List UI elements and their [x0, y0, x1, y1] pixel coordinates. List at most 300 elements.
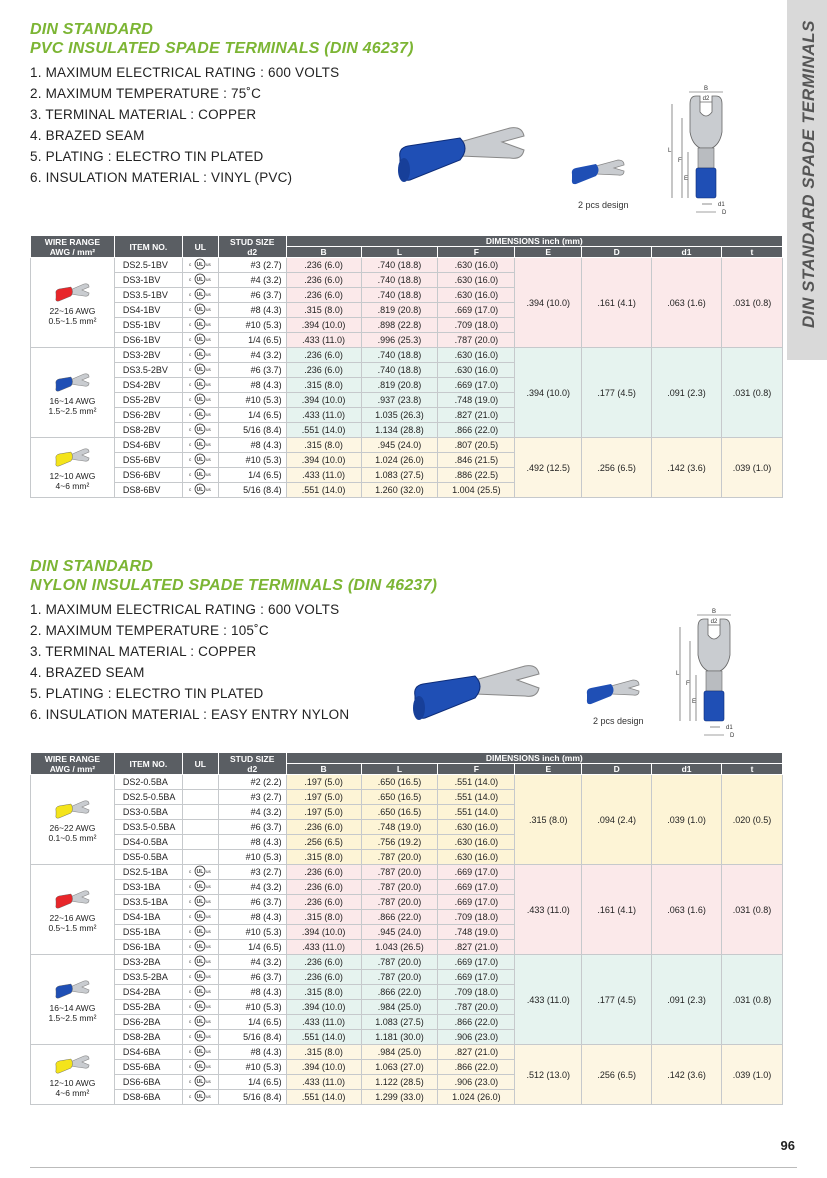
dim-L: .996 (25.3) [361, 333, 438, 348]
mm-label: 1.5~2.5 mm² [48, 405, 97, 416]
dim-B: .236 (6.0) [286, 820, 361, 835]
dim-B: .236 (6.0) [286, 880, 361, 895]
dim-F: 1.024 (26.0) [438, 1090, 515, 1105]
nylon-caption: 2 pcs design [593, 716, 644, 726]
ul-listed-icon [188, 367, 212, 377]
col-header-dimensions: DIMENSIONS inch (mm) [286, 753, 782, 764]
item-number: DS2-0.5BA [114, 775, 182, 790]
svg-text:us: us [206, 869, 212, 874]
item-number: DS8-2BA [114, 1030, 182, 1045]
wire-range-cell [31, 865, 115, 955]
dim-B: .394 (10.0) [286, 393, 361, 408]
svg-text:c: c [189, 1034, 192, 1039]
dim-t: .039 (1.0) [722, 1045, 783, 1105]
svg-text:c: c [189, 307, 192, 312]
svg-text:UL: UL [196, 1064, 204, 1070]
svg-text:UL: UL [196, 352, 204, 358]
dim-label-D: D [730, 733, 735, 739]
dim-F: .551 (14.0) [438, 790, 515, 805]
dim-t: .031 (0.8) [722, 865, 783, 955]
table-row [31, 955, 783, 970]
col-header-d1: d1 [652, 764, 722, 775]
svg-text:us: us [206, 959, 212, 964]
pvc-dimension-diagram [660, 82, 750, 217]
svg-text:c: c [189, 1094, 192, 1099]
svg-text:c: c [189, 884, 192, 889]
item-number: DS6-1BA [114, 940, 182, 955]
wire-range-cell [31, 1045, 115, 1105]
dim-B: .236 (6.0) [286, 348, 361, 363]
ul-cell [182, 483, 218, 498]
dim-E: .394 (10.0) [515, 258, 582, 348]
svg-text:UL: UL [196, 277, 204, 283]
col-header-ul: UL [182, 753, 218, 775]
item-number: DS2.5-1BV [114, 258, 182, 273]
dim-E: .394 (10.0) [515, 348, 582, 438]
stud-size: #4 (3.2) [218, 955, 286, 970]
dim-F: .669 (17.0) [438, 970, 515, 985]
dim-B: .236 (6.0) [286, 288, 361, 303]
dim-L: .740 (18.8) [361, 348, 438, 363]
svg-text:c: c [189, 989, 192, 994]
dim-B: .394 (10.0) [286, 1060, 361, 1075]
stud-size: #10 (5.3) [218, 925, 286, 940]
dim-B: .197 (5.0) [286, 805, 361, 820]
ul-cell [182, 1000, 218, 1015]
svg-text:us: us [206, 277, 212, 282]
dim-B: .256 (6.5) [286, 835, 361, 850]
svg-text:us: us [206, 884, 212, 889]
dim-t: .031 (0.8) [721, 348, 782, 438]
dim-B: .236 (6.0) [286, 363, 361, 378]
svg-text:us: us [206, 1034, 212, 1039]
dim-t: .031 (0.8) [722, 955, 783, 1045]
svg-text:c: c [189, 1064, 192, 1069]
ul-listed-icon [188, 974, 212, 984]
dim-F: .669 (17.0) [438, 303, 515, 318]
dim-F: 1.004 (25.5) [438, 483, 515, 498]
dim-label-d2: d2 [710, 619, 718, 625]
col-header-ul: UL [182, 236, 218, 258]
ul-cell [182, 378, 218, 393]
ul-listed-icon [188, 322, 212, 332]
svg-text:us: us [206, 292, 212, 297]
svg-text:UL: UL [196, 1034, 204, 1040]
dim-B: .433 (11.0) [286, 940, 361, 955]
svg-text:us: us [206, 1049, 212, 1054]
item-number: DS5-1BA [114, 925, 182, 940]
mm-label: 4~6 mm² [55, 480, 90, 491]
terminal-color-icon [54, 296, 90, 306]
ul-cell [182, 985, 218, 1000]
svg-text:UL: UL [196, 914, 204, 920]
stud-size: #8 (4.3) [218, 303, 286, 318]
col-header-F: F [438, 764, 515, 775]
dim-d1: .091 (2.3) [652, 955, 722, 1045]
ul-cell [182, 363, 218, 378]
svg-text:c: c [189, 929, 192, 934]
pvc-spec-item: 3. TERMINAL MATERIAL : COPPER [30, 107, 257, 122]
pvc-spec-item: 6. INSULATION MATERIAL : VINYL (PVC) [30, 170, 293, 185]
terminal-color-icon [54, 903, 90, 913]
nylon-spec-item: 5. PLATING : ELECTRO TIN PLATED [30, 686, 264, 701]
nylon-spec-table [30, 752, 783, 1105]
awg-label: 26~22 AWG [49, 822, 96, 833]
col-header-L: L [361, 764, 438, 775]
dim-B: .394 (10.0) [286, 925, 361, 940]
item-number: DS8-2BV [114, 423, 182, 438]
svg-text:c: c [189, 899, 192, 904]
item-number: DS4-2BA [114, 985, 182, 1000]
item-number: DS2.5-1BA [114, 865, 182, 880]
svg-text:us: us [206, 412, 212, 417]
item-number: DS3-0.5BA [114, 805, 182, 820]
ul-cell [182, 970, 218, 985]
svg-text:us: us [206, 989, 212, 994]
svg-text:UL: UL [196, 412, 204, 418]
dim-B: .315 (8.0) [286, 850, 361, 865]
ul-listed-icon [188, 262, 212, 272]
ul-listed-icon [188, 382, 212, 392]
ul-cell [182, 258, 218, 273]
wire-range-cell [31, 348, 115, 438]
stud-size: 1/4 (6.5) [218, 1075, 286, 1090]
sidebar-label: DIN STANDARD SPADE TERMINALS [799, 20, 818, 329]
ul-listed-icon [188, 307, 212, 317]
dim-label-B: B [703, 86, 709, 92]
stud-size: 1/4 (6.5) [218, 408, 286, 423]
ul-cell [182, 393, 218, 408]
dim-L: 1.043 (26.5) [361, 940, 438, 955]
svg-text:UL: UL [196, 472, 204, 478]
nylon-section-header [30, 557, 437, 725]
ul-cell [182, 348, 218, 363]
ul-listed-icon [188, 337, 212, 347]
dim-L: .898 (22.8) [361, 318, 438, 333]
wire-range-cell [31, 258, 115, 348]
dim-L: .787 (20.0) [361, 880, 438, 895]
ul-listed-icon [188, 914, 212, 924]
svg-text:us: us [206, 337, 212, 342]
item-number: DS5-2BV [114, 393, 182, 408]
svg-text:UL: UL [196, 382, 204, 388]
svg-text:c: c [189, 337, 192, 342]
dim-B: .394 (10.0) [286, 318, 361, 333]
item-number: DS4-2BV [114, 378, 182, 393]
ul-listed-icon [188, 884, 212, 894]
stud-size: #10 (5.3) [218, 1060, 286, 1075]
dim-L: .866 (22.0) [361, 985, 438, 1000]
dim-B: .394 (10.0) [286, 453, 361, 468]
nylon-spec-list [30, 599, 437, 725]
dim-F: .551 (14.0) [438, 775, 515, 790]
svg-text:UL: UL [196, 869, 204, 875]
dim-label-E: E [684, 176, 689, 182]
ul-listed-icon [188, 869, 212, 879]
svg-text:us: us [206, 397, 212, 402]
stud-size: #4 (3.2) [218, 348, 286, 363]
dim-B: .433 (11.0) [286, 468, 361, 483]
svg-text:UL: UL [196, 929, 204, 935]
svg-text:us: us [206, 1079, 212, 1084]
stud-size: 1/4 (6.5) [218, 468, 286, 483]
ul-listed-icon [188, 442, 212, 452]
svg-text:us: us [206, 307, 212, 312]
ul-cell [182, 423, 218, 438]
dim-label-B: B [711, 609, 717, 615]
nylon-title-1: DIN STANDARD [30, 558, 153, 575]
svg-text:UL: UL [196, 367, 204, 373]
svg-text:UL: UL [196, 1004, 204, 1010]
ul-cell [182, 288, 218, 303]
pvc-title-2: PVC INSULATED SPADE TERMINALS (DIN 46237) [30, 40, 414, 57]
dim-D: .256 (6.5) [582, 1045, 652, 1105]
col-header-stud-size: STUD SIZE d2 [218, 236, 286, 258]
dim-L: .740 (18.8) [361, 288, 438, 303]
svg-text:UL: UL [196, 442, 204, 448]
svg-text:UL: UL [196, 989, 204, 995]
col-header-B: B [286, 764, 361, 775]
dim-d1: .039 (1.0) [652, 775, 722, 865]
svg-text:UL: UL [196, 337, 204, 343]
svg-text:us: us [206, 472, 212, 477]
svg-text:us: us [206, 1094, 212, 1099]
stud-size: #2 (2.2) [218, 775, 286, 790]
ul-listed-icon [188, 959, 212, 969]
dim-L: .787 (20.0) [361, 970, 438, 985]
col-header-t: t [722, 764, 783, 775]
ul-listed-icon [188, 1049, 212, 1059]
stud-size: #8 (4.3) [218, 438, 286, 453]
wire-range-cell [31, 775, 115, 865]
stud-size: #10 (5.3) [218, 393, 286, 408]
stud-size: #8 (4.3) [218, 910, 286, 925]
dim-L: .787 (20.0) [361, 955, 438, 970]
stud-size: #3 (2.7) [218, 790, 286, 805]
dim-L: .787 (20.0) [361, 895, 438, 910]
dim-F: .669 (17.0) [438, 880, 515, 895]
dim-F: .866 (22.0) [438, 1015, 515, 1030]
nylon-spec-item: 6. INSULATION MATERIAL : EASY ENTRY NYLON [30, 707, 350, 722]
svg-text:us: us [206, 914, 212, 919]
svg-text:UL: UL [196, 292, 204, 298]
pvc-spec-item: 4. BRAZED SEAM [30, 128, 145, 143]
pvc-spec-list [30, 62, 414, 188]
item-number: DS6-2BV [114, 408, 182, 423]
dim-B: .236 (6.0) [286, 970, 361, 985]
dim-L: .984 (25.0) [361, 1045, 438, 1060]
col-header-dimensions: DIMENSIONS inch (mm) [286, 236, 782, 247]
col-header-d1: d1 [652, 247, 722, 258]
ul-cell [182, 805, 218, 820]
pvc-terminal-small-image [568, 152, 628, 192]
dim-E: .492 (12.5) [515, 438, 582, 498]
ul-cell [182, 925, 218, 940]
ul-listed-icon [188, 277, 212, 287]
item-number: DS5-2BA [114, 1000, 182, 1015]
dim-B: .315 (8.0) [286, 910, 361, 925]
svg-text:c: c [189, 1079, 192, 1084]
svg-text:c: c [189, 959, 192, 964]
svg-text:UL: UL [196, 1019, 204, 1025]
dim-B: .315 (8.0) [286, 378, 361, 393]
table-row [31, 438, 783, 453]
ul-listed-icon [188, 487, 212, 497]
dim-B: .315 (8.0) [286, 303, 361, 318]
ul-cell [182, 940, 218, 955]
dim-L: 1.035 (26.3) [361, 408, 438, 423]
svg-text:c: c [189, 262, 192, 267]
dim-F: .669 (17.0) [438, 865, 515, 880]
stud-size: 1/4 (6.5) [218, 333, 286, 348]
ul-cell [182, 408, 218, 423]
stud-size: #8 (4.3) [218, 835, 286, 850]
dim-E: .433 (11.0) [515, 955, 582, 1045]
mm-label: 1.5~2.5 mm² [48, 1012, 97, 1023]
ul-listed-icon [188, 929, 212, 939]
col-header-item-no: ITEM NO. [114, 753, 182, 775]
svg-text:c: c [189, 914, 192, 919]
svg-text:c: c [189, 397, 192, 402]
dim-B: .433 (11.0) [286, 1075, 361, 1090]
dim-L: .740 (18.8) [361, 363, 438, 378]
dim-L: 1.134 (28.8) [361, 423, 438, 438]
dim-F: .866 (22.0) [438, 423, 515, 438]
col-header-E: E [515, 247, 582, 258]
svg-text:UL: UL [196, 262, 204, 268]
dim-F: .827 (21.0) [438, 1045, 515, 1060]
dim-L: .756 (19.2) [361, 835, 438, 850]
dim-L: .787 (20.0) [361, 850, 438, 865]
dim-L: 1.063 (27.0) [361, 1060, 438, 1075]
stud-size: 5/16 (8.4) [218, 483, 286, 498]
col-header-t: t [721, 247, 782, 258]
ul-cell [182, 895, 218, 910]
nylon-spec-item: 2. MAXIMUM TEMPERATURE : 105˚C [30, 623, 269, 638]
dim-label-D: D [722, 210, 727, 216]
stud-size: #4 (3.2) [218, 880, 286, 895]
terminal-color-icon [54, 386, 90, 396]
ul-cell [182, 303, 218, 318]
svg-text:c: c [189, 277, 192, 282]
col-header-D: D [582, 247, 652, 258]
svg-text:UL: UL [196, 884, 204, 890]
dim-B: .236 (6.0) [286, 258, 361, 273]
dim-L: .937 (23.8) [361, 393, 438, 408]
col-header-B: B [286, 247, 361, 258]
svg-text:UL: UL [196, 1094, 204, 1100]
dim-L: .866 (22.0) [361, 910, 438, 925]
col-header-stud-size: STUD SIZE d2 [218, 753, 286, 775]
svg-text:us: us [206, 1019, 212, 1024]
nylon-spec-item: 4. BRAZED SEAM [30, 665, 145, 680]
ul-listed-icon [188, 1064, 212, 1074]
svg-text:us: us [206, 322, 212, 327]
svg-text:us: us [206, 442, 212, 447]
nylon-spec-item: 3. TERMINAL MATERIAL : COPPER [30, 644, 257, 659]
ul-listed-icon [188, 292, 212, 302]
ul-cell [182, 865, 218, 880]
dim-L: 1.299 (33.0) [361, 1090, 438, 1105]
dim-B: .197 (5.0) [286, 790, 361, 805]
dim-B: .551 (14.0) [286, 483, 361, 498]
ul-listed-icon [188, 472, 212, 482]
svg-text:c: c [189, 869, 192, 874]
stud-size: #8 (4.3) [218, 378, 286, 393]
dim-B: .236 (6.0) [286, 865, 361, 880]
item-number: DS4-1BV [114, 303, 182, 318]
ul-listed-icon [188, 944, 212, 954]
dim-t: .031 (0.8) [721, 258, 782, 348]
stud-size: #8 (4.3) [218, 985, 286, 1000]
dim-L: 1.024 (26.0) [361, 453, 438, 468]
item-number: DS3.5-2BV [114, 363, 182, 378]
sidebar-band [787, 0, 827, 360]
ul-cell [182, 775, 218, 790]
dim-B: .197 (5.0) [286, 775, 361, 790]
ul-cell [182, 1015, 218, 1030]
nylon-title-2: NYLON INSULATED SPADE TERMINALS (DIN 46237) [30, 577, 438, 594]
footer-rule [30, 1167, 797, 1168]
dim-L: .787 (20.0) [361, 865, 438, 880]
ul-cell [182, 880, 218, 895]
dim-D: .094 (2.4) [582, 775, 652, 865]
dim-F: .669 (17.0) [438, 895, 515, 910]
svg-text:us: us [206, 382, 212, 387]
item-number: DS4-1BA [114, 910, 182, 925]
dim-L: .984 (25.0) [361, 1000, 438, 1015]
stud-size: #6 (3.7) [218, 895, 286, 910]
pvc-section-header [30, 20, 414, 188]
dim-B: .315 (8.0) [286, 985, 361, 1000]
svg-text:c: c [189, 382, 192, 387]
dim-L: .650 (16.5) [361, 805, 438, 820]
dim-F: .630 (16.0) [438, 258, 515, 273]
ul-cell [182, 955, 218, 970]
svg-text:UL: UL [196, 959, 204, 965]
item-number: DS4-6BV [114, 438, 182, 453]
dim-label-L: L [668, 148, 672, 154]
svg-text:c: c [189, 974, 192, 979]
wire-range-cell [31, 438, 115, 498]
stud-size: #3 (2.7) [218, 865, 286, 880]
dim-F: .748 (19.0) [438, 393, 515, 408]
dim-F: .669 (17.0) [438, 955, 515, 970]
item-number: DS5-6BA [114, 1060, 182, 1075]
nylon-terminal-small-image [583, 672, 643, 712]
svg-text:UL: UL [196, 944, 204, 950]
dim-F: .630 (16.0) [438, 820, 515, 835]
dim-L: 1.083 (27.5) [361, 1015, 438, 1030]
dim-D: .161 (4.1) [582, 258, 652, 348]
stud-size: #3 (2.7) [218, 258, 286, 273]
svg-text:us: us [206, 944, 212, 949]
svg-text:UL: UL [196, 974, 204, 980]
pvc-title-1: DIN STANDARD [30, 21, 153, 38]
awg-label: 22~16 AWG [49, 305, 96, 316]
svg-text:us: us [206, 929, 212, 934]
svg-text:c: c [189, 944, 192, 949]
col-header-wire-range: WIRE RANGE AWG / mm² [31, 753, 115, 775]
pvc-spec-item: 1. MAXIMUM ELECTRICAL RATING : 600 VOLTS [30, 65, 340, 80]
stud-size: #6 (3.7) [218, 970, 286, 985]
item-number: DS5-1BV [114, 318, 182, 333]
svg-text:UL: UL [196, 1049, 204, 1055]
svg-text:UL: UL [196, 397, 204, 403]
stud-size: #10 (5.3) [218, 318, 286, 333]
awg-label: 12~10 AWG [49, 470, 96, 481]
nylon-terminal-large-image [405, 648, 545, 738]
